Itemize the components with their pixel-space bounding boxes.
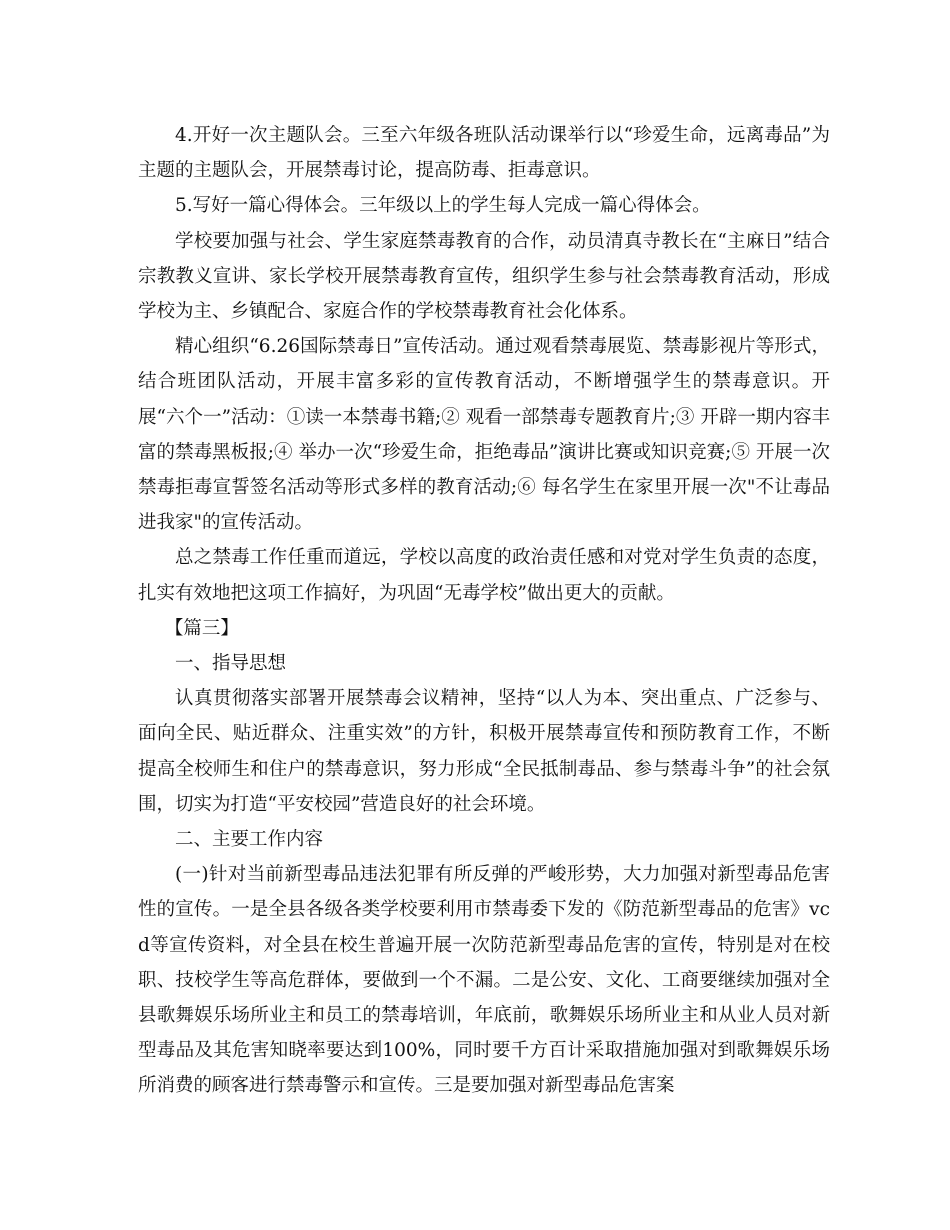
paragraph-guiding-thought: 认真贯彻落实部署开展禁毒会议精神，坚持“以人为本、突出重点、广泛参与、面向全民、贴近群众、注重实效”的方针，积极开展禁毒宣传和预防教育工作，不断提高全校师生和住户的禁毒意识，努力形成“全民抵制毒品、参与禁毒斗争”的社会氛围，切实为打造“平安校园”营造良好的社会环境。 bbox=[138, 688, 830, 815]
paragraph-drug-day: 精心组织“6.26国际禁毒日”宣传活动。通过观看禁毒展览、禁毒影视片等形式，结合班团队活动，开展丰富多彩的宣传教育活动，不断增强学生的禁毒意识。开展“六个一”活动：①读一本禁毒书籍;② 观看一部禁毒专题教育片;③ 开辟一期内容丰富的禁毒黑板报;④ 举办一次“珍爱生命，拒绝毒品”演讲比赛或知识竞赛;⑤ 开展一次禁毒拒毒宣誓签名活动等形式多样的教育活动;⑥ 每名学生在家里开展一次"不让毒品进我家"的宣传活动。 bbox=[138, 336, 830, 534]
paragraph-new-drugs: (一)针对当前新型毒品违法犯罪有所反弹的严峻形势，大力加强对新型毒品危害性的宣传。一是全县各级各类学校要利用市禁毒委下发的《防范新型毒品的危害》vcd等宣传资料，对全县在校生普遍开展一次防范新型毒品危害的宣传，特别是对在校职、技校学生等高危群体，要做到一个不漏。二是公安、文化、工商要继续加强对全县歌舞娱乐场所业主和员工的禁毒培训，年底前，歌舞娱乐场所业主和从业人员对新型毒品及其危害知晓率要达到100%，同时要千方百计采取措施加强对到歌舞娱乐场所消费的顾客进行禁毒警示和宣传。三是要加强对新型毒品危害案 bbox=[138, 864, 830, 1097]
paragraph-reflection: 5.写好一篇心得体会。三年级以上的学生每人完成一篇心得体会。 bbox=[175, 195, 711, 217]
section-heading-main-work: 二、主要工作内容 bbox=[175, 829, 324, 851]
paragraph-theme-meeting: 4.开好一次主题队会。三至六年级各班队活动课举行以“珍爱生命，远离毒品”为主题的主题队会，开展禁毒讨论，提高防毒、拒毒意识。 bbox=[138, 125, 830, 182]
paragraph-summary: 总之禁毒工作任重而道远，学校以高度的政治责任感和对党对学生负责的态度，扎实有效地把这项工作搞好，为巩固“无毒学校”做出更大的贡献。 bbox=[138, 547, 830, 604]
section-heading-guiding-thought: 一、指导思想 bbox=[175, 653, 287, 675]
section-heading-piece-three: 【篇三】 bbox=[164, 617, 239, 639]
paragraph-cooperation: 学校要加强与社会、学生家庭禁毒教育的合作，动员清真寺教长在“主麻日”结合宗教教义宣讲、家长学校开展禁毒教育宣传，组织学生参与社会禁毒教育活动，形成学校为主、乡镇配合、家庭合作的学校禁毒教育社会化体系。 bbox=[138, 230, 830, 323]
document-body bbox=[138, 118, 830, 1104]
